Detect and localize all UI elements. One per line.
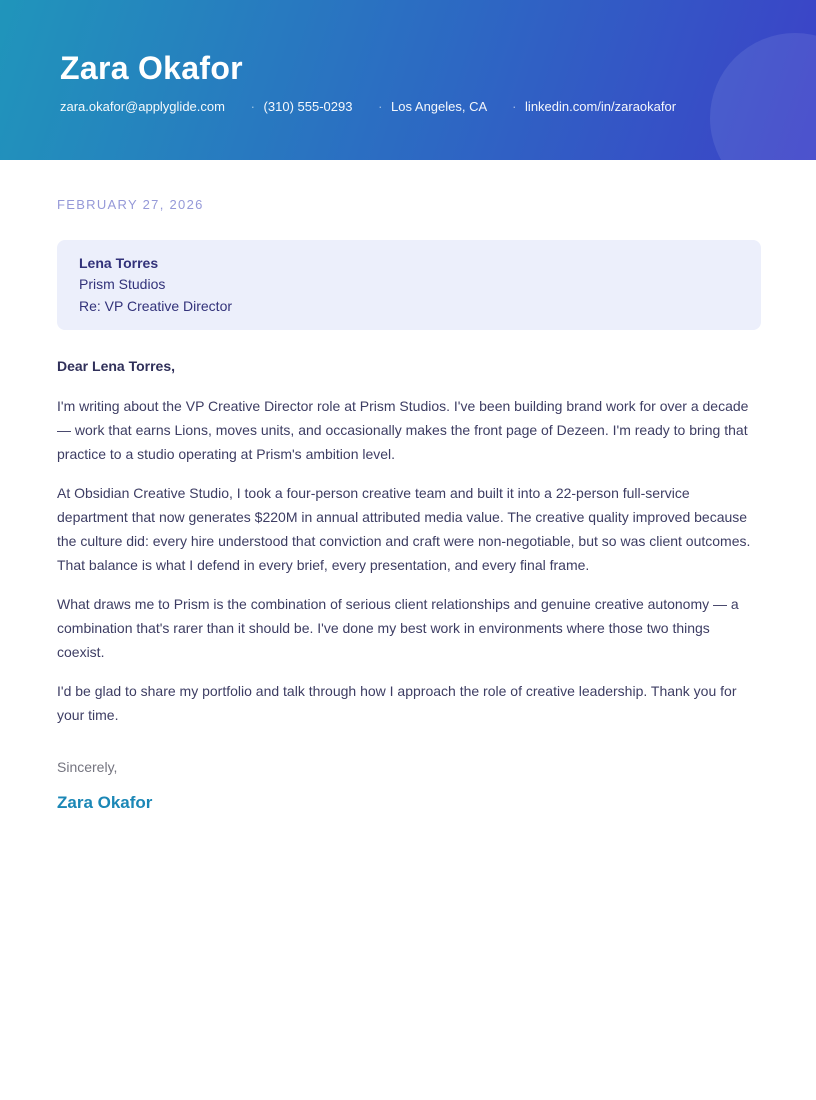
closing: Sincerely, [57,759,118,776]
letter-date: FEBRUARY 27, 2026 [57,197,204,212]
contact-email: zara.okafor@applyglide.com [60,99,225,114]
contact-row [60,99,756,115]
recipient-name: Lena Torres [79,255,159,271]
contact-separator: · [512,99,517,114]
recipient-company: Prism Studios [79,276,166,293]
paragraph-1: I'm writing about the VP Creative Director role at Prism Studios. I've been building brand work for over a decade — work that earns Lions, moves units, and occasionally makes the front page of Dezeen. I'm ready to bring that practice to a studio operating at Prism's ambition level. [57,398,749,463]
contact-linkedin: linkedin.com/in/zaraokafor [525,99,677,114]
recipient-card [57,240,761,330]
letter-subject: Re: VP Creative Director [79,297,233,314]
signature-name: Zara Okafor [57,793,153,813]
contact-separator: · [378,99,383,114]
letter-content [0,160,816,814]
candidate-name: Zara Okafor [60,50,243,86]
salutation: Dear Lena Torres, [57,358,176,375]
paragraph-2: At Obsidian Creative Studio, I took a four-person creative team and built it into a 22-person full-service department that now generates $220M in annual attributed media value. The creative quality improved because the culture did: every hire understood that conviction and craft were non-negotiable, but so was client outcomes. That balance is what I defend in every brief, every presentation, and every final frame. [57,485,751,574]
contact-phone: (310) 555-0293 [263,99,353,114]
contact-location: Los Angeles, CA [391,99,487,114]
contact-separator: · [250,99,255,114]
paragraph-3: What draws me to Prism is the combination of serious client relationships and genuine creative autonomy — a combination that's rarer than it should be. I've done my best work in environments where those two things coexist. [57,596,739,661]
paragraph-4: I'd be glad to share my portfolio and talk through how I approach the role of creative leadership. Thank you for your time. [57,683,737,724]
letter-header [0,0,816,160]
